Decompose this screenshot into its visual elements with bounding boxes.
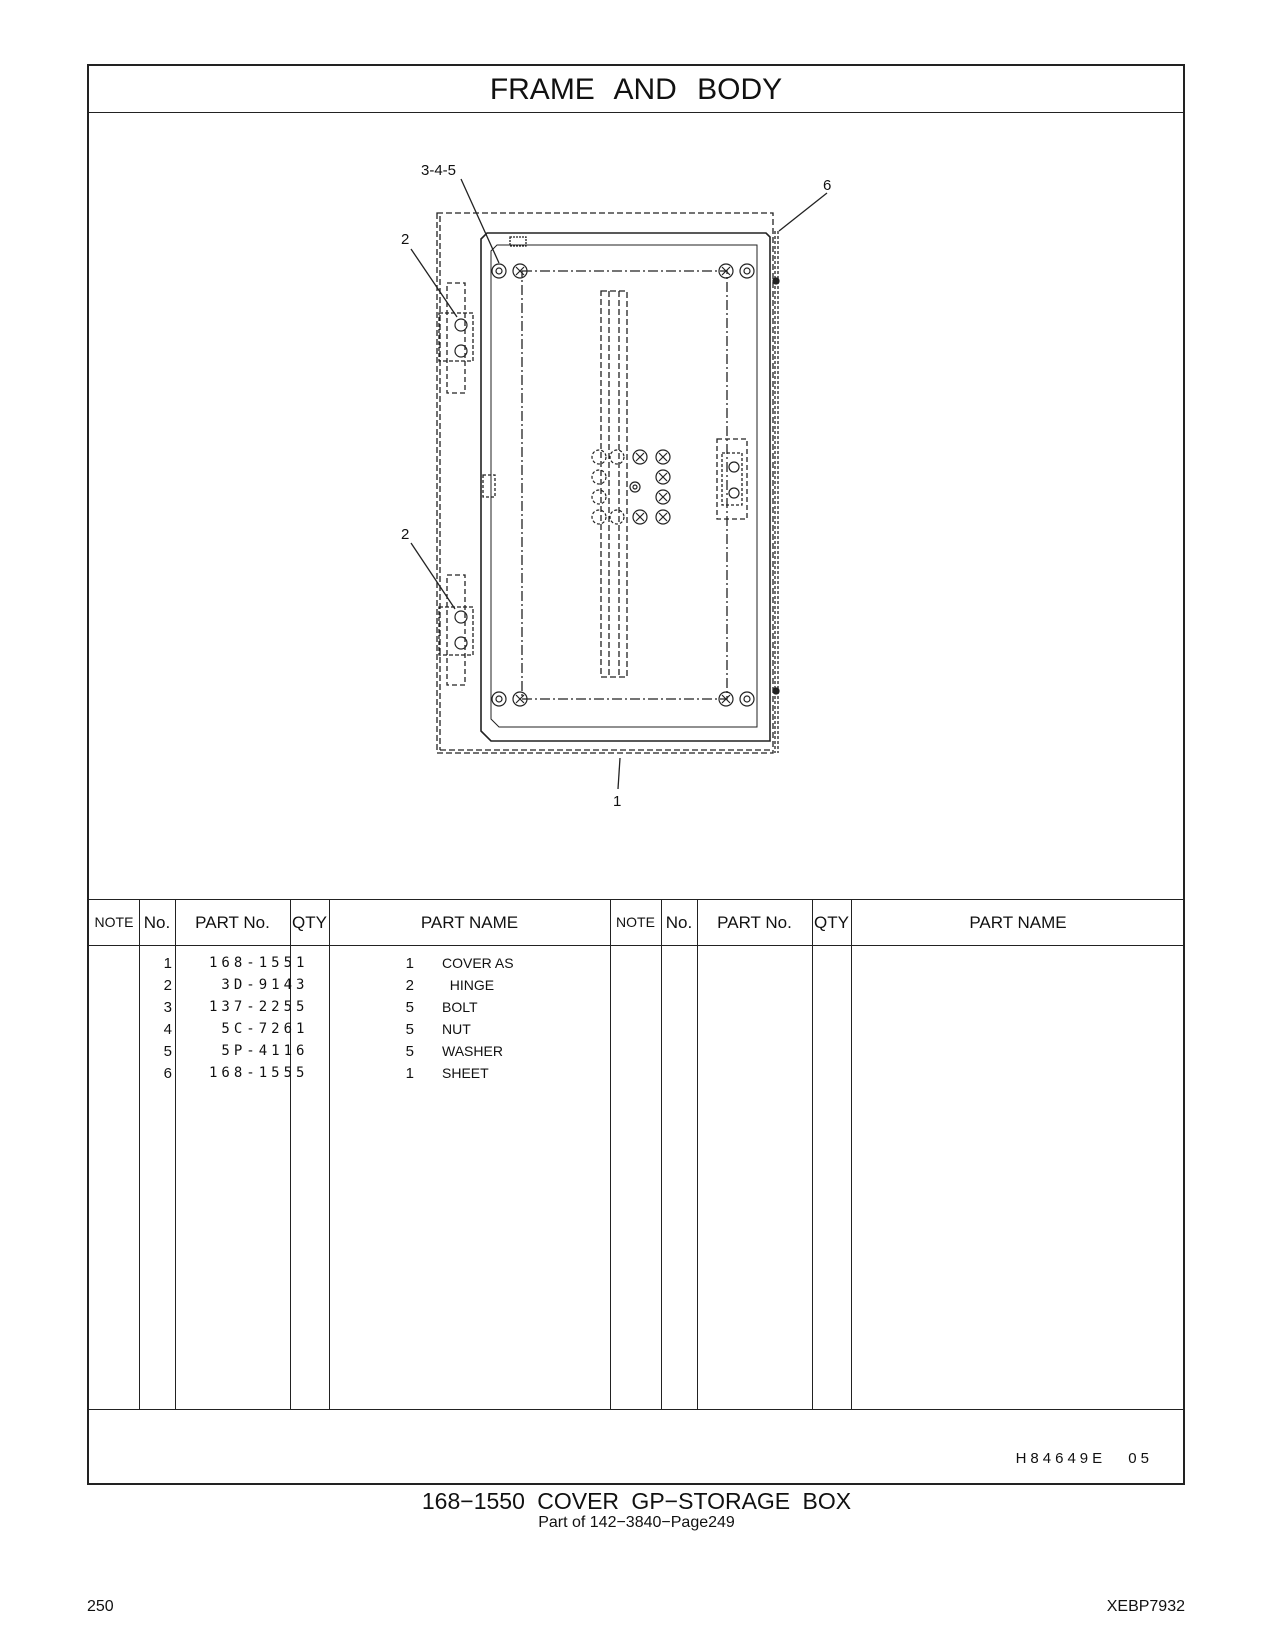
row-qty: 5 xyxy=(405,1043,414,1060)
bolt-group-corners xyxy=(492,264,754,706)
row-qty: 2 xyxy=(405,977,414,994)
document-code: XEBP7932 xyxy=(1106,1598,1185,1615)
group-title: 168−1550 COVER GP−STORAGE BOX xyxy=(421,1488,852,1514)
row-no: 3 xyxy=(163,999,172,1016)
table-row xyxy=(89,974,1183,997)
parts-table-header xyxy=(89,899,1183,946)
mounting-pattern xyxy=(522,271,727,699)
row-qty: 1 xyxy=(405,1065,414,1082)
col-part-name: PART NAME xyxy=(420,913,519,932)
row-no: 2 xyxy=(163,977,172,994)
section-title: FRAME AND BODY xyxy=(89,66,1183,113)
col-no-2: No. xyxy=(665,913,693,932)
col-part-no-2: PART No. xyxy=(717,913,792,932)
table-row xyxy=(89,996,1183,1019)
row-part-no: 168-1555 xyxy=(209,1065,309,1081)
exploded-parts-diagram xyxy=(89,113,1183,899)
col-no: No. xyxy=(143,913,171,932)
parts-table-body xyxy=(89,946,1183,1409)
col-part-name-2: PART NAME xyxy=(969,913,1067,932)
row-no: 1 xyxy=(163,955,172,972)
callout-3-4-5: 3-4-5 xyxy=(421,162,457,179)
row-no: 6 xyxy=(163,1065,172,1082)
hinge-upper xyxy=(447,283,465,393)
parts-page-frame xyxy=(87,64,1185,1485)
illustration-ref-code: H84649E 05 xyxy=(1015,1450,1153,1467)
col-note-2: NOTE xyxy=(616,914,655,930)
row-no: 4 xyxy=(163,1021,172,1038)
callout-2-upper: 2 xyxy=(401,231,410,248)
center-channel xyxy=(601,291,627,677)
row-qty: 1 xyxy=(405,955,414,972)
row-qty: 5 xyxy=(405,999,414,1016)
row-part-no: 5C-7261 xyxy=(209,1021,309,1037)
row-part-no: 3D-9143 xyxy=(209,977,309,993)
col-part-no: PART No. xyxy=(195,913,270,932)
hinge-lower xyxy=(447,575,465,685)
col-note: NOTE xyxy=(94,914,134,930)
group-parent-ref: Part of 142−3840−Page249 xyxy=(538,1514,735,1531)
cover-outer-outline xyxy=(437,213,773,753)
row-part-no: 168-1551 xyxy=(209,955,309,971)
callout-1: 1 xyxy=(613,793,622,810)
row-part-name: COVER AS xyxy=(442,955,514,971)
row-part-name: SHEET xyxy=(442,1065,489,1081)
bolt-group-center xyxy=(592,450,670,524)
table-row xyxy=(89,952,1183,975)
callout-6: 6 xyxy=(823,177,832,194)
col-qty: QTY xyxy=(292,913,327,932)
col-qty-2: QTY xyxy=(814,913,849,932)
table-row xyxy=(89,1040,1183,1063)
row-part-name: WASHER xyxy=(442,1043,503,1059)
table-row xyxy=(89,1018,1183,1041)
row-qty: 5 xyxy=(405,1021,414,1038)
page-number: 250 xyxy=(87,1598,114,1615)
row-part-no: 137-2255 xyxy=(209,999,309,1015)
row-no: 5 xyxy=(163,1043,172,1060)
cover-drawing xyxy=(89,113,1183,899)
row-part-name: NUT xyxy=(442,1021,471,1037)
row-part-no: 5P-4116 xyxy=(209,1043,309,1059)
frame-footer xyxy=(89,1409,1183,1485)
row-part-name: BOLT xyxy=(442,999,478,1015)
table-row xyxy=(89,1062,1183,1085)
callout-2-lower: 2 xyxy=(401,526,410,543)
row-part-name: HINGE xyxy=(442,977,495,993)
